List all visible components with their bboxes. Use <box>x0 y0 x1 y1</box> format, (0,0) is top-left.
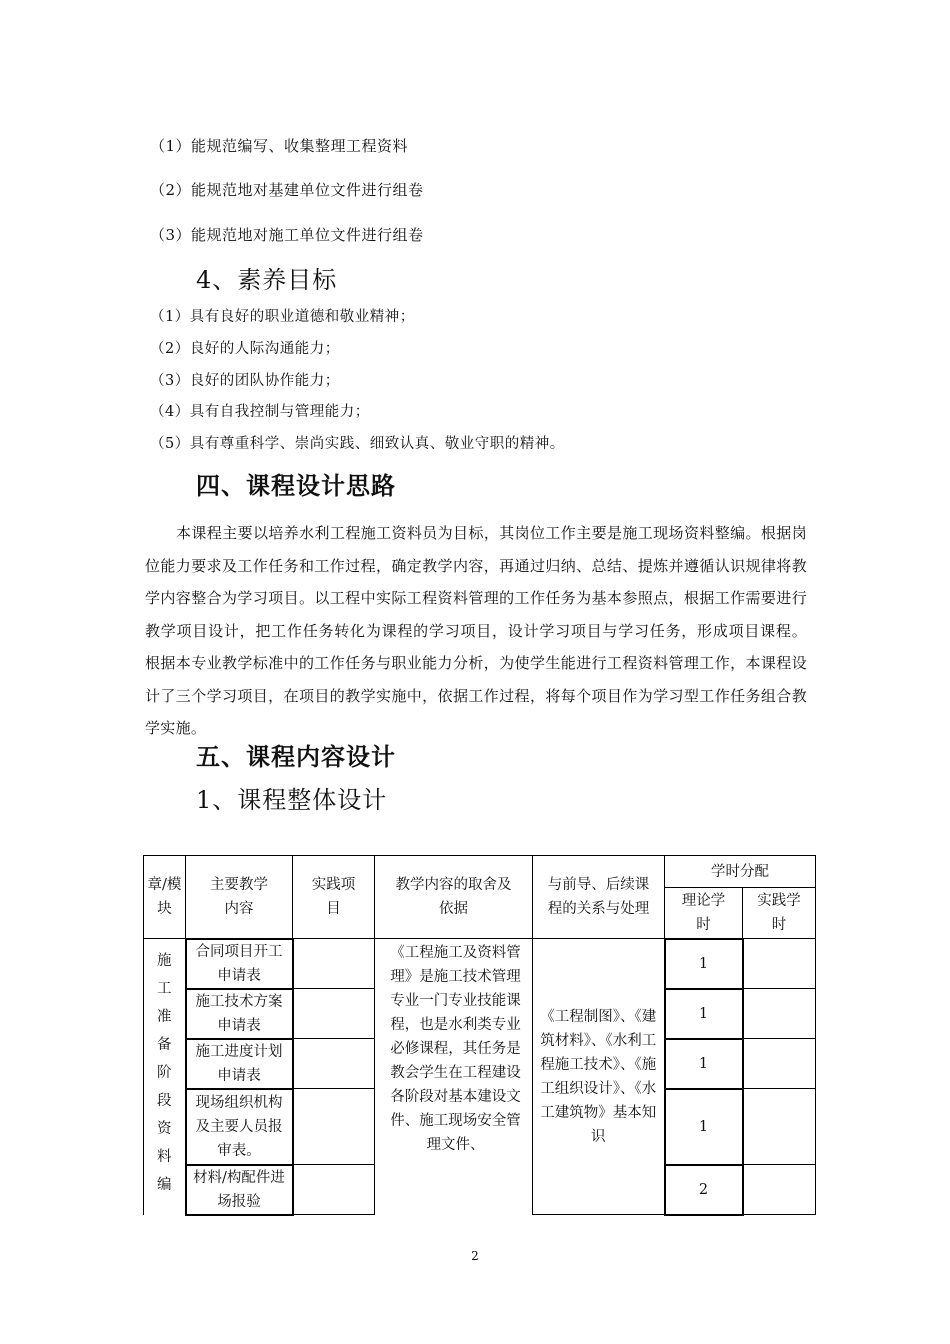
practice-hours-cell <box>743 939 816 989</box>
quality-item-5: （5）具有尊重科学、崇尚实践、细致认真、敬业守职的精神。 <box>150 436 565 452</box>
module-cell: 施工准备阶段资料编 <box>144 939 186 1215</box>
content-cell: 施工进度计划申请表 <box>186 1039 293 1089</box>
skill-item-3: （3）能规范地对施工单位文件进行组卷 <box>150 226 424 244</box>
quality-item-4: （4）具有自我控制与管理能力； <box>150 404 370 420</box>
header-hours: 学时分配 <box>665 856 816 888</box>
section-five-subtitle: 1、课程整体设计 <box>196 786 388 814</box>
section-five-title: 五、课程内容设计 <box>196 743 396 771</box>
relation-cell: 《工程制图》、《建筑材料》、《水利工程施工技术》、《施工组织设计》、《水工建筑物》基本知识 <box>533 939 665 1215</box>
theory-hours-cell: 2 <box>665 1165 743 1215</box>
theory-hours-cell: 1 <box>665 989 743 1039</box>
quality-item-3: （3）良好的团队协作能力； <box>150 373 340 389</box>
table-row <box>144 939 816 989</box>
quality-item-2: （2）良好的人际沟通能力； <box>150 341 340 357</box>
practice-hours-cell <box>743 989 816 1039</box>
practice-cell <box>293 1165 375 1215</box>
practice-cell <box>293 1089 375 1165</box>
skill-item-1: （1）能规范编写、收集整理工程资料 <box>150 137 409 155</box>
header-basis: 教学内容的取舍及依据 <box>375 856 533 939</box>
header-theory-hours: 理论学时 <box>665 888 743 939</box>
practice-hours-cell <box>743 1089 816 1165</box>
practice-cell <box>293 989 375 1039</box>
practice-cell <box>293 1039 375 1089</box>
header-relation: 与前导、后续课程的关系与处理 <box>533 856 665 939</box>
practice-hours-cell <box>743 1039 816 1089</box>
header-practice: 实践项目 <box>293 856 375 939</box>
header-practice-hours: 实践学时 <box>743 888 816 939</box>
design-paragraph: 本课程主要以培养水利工程施工资料员为目标，其岗位工作主要是施工现场资料整编。根据岗位能力要求及工作任务和工作过程，确定教学内容，再通过归纳、总结、提炼并遵循认识规律将教学内容整合为学习项目。以工程中实际工程资料管理的工作任务为基本参照点，根据工作需要进行教学项目设计，把工作任务转化为课程的学习项目，设计学习项目与学习任务，形成项目课程。 根据本专业教学标准中的工作任务与职业能力分析，为使学生能进行工程资料管理工作，本课程设计了三个学习项目，在项目的教学实施中，依据工作过程，将每个项目作为学习型工作任务组合教学实施。 <box>145 524 807 737</box>
theory-hours-cell: 1 <box>665 1039 743 1089</box>
page-number: 2 <box>471 1249 479 1263</box>
header-chapter: 章/模块 <box>144 856 186 939</box>
practice-hours-cell <box>743 1165 816 1215</box>
section-four-title: 四、课程设计思路 <box>196 472 396 500</box>
header-content: 主要教学内容 <box>186 856 293 939</box>
basis-cell: 《工程施工及资料管理》是施工技术管理专业一门专业技能课程，也是水利类专业必修课程，其任务是教会学生在工程建设各阶段对基本建设文件、施工现场安全管理文件、 <box>375 939 533 1215</box>
practice-cell <box>293 939 375 989</box>
content-cell: 施工技术方案申请表 <box>186 989 293 1039</box>
skill-item-2: （2）能规范地对基建单位文件进行组卷 <box>150 181 424 199</box>
quality-item-1: （1）具有良好的职业道德和敬业精神； <box>150 309 415 325</box>
content-cell: 材料/构配件进场报验 <box>186 1165 293 1215</box>
theory-hours-cell: 1 <box>665 939 743 989</box>
theory-hours-cell: 1 <box>665 1089 743 1165</box>
course-design-table <box>143 855 816 1216</box>
content-cell: 现场组织机构及主要人员报审表。 <box>186 1089 293 1165</box>
section-4-title: 4、素养目标 <box>196 266 338 294</box>
content-cell: 合同项目开工申请表 <box>186 939 293 989</box>
